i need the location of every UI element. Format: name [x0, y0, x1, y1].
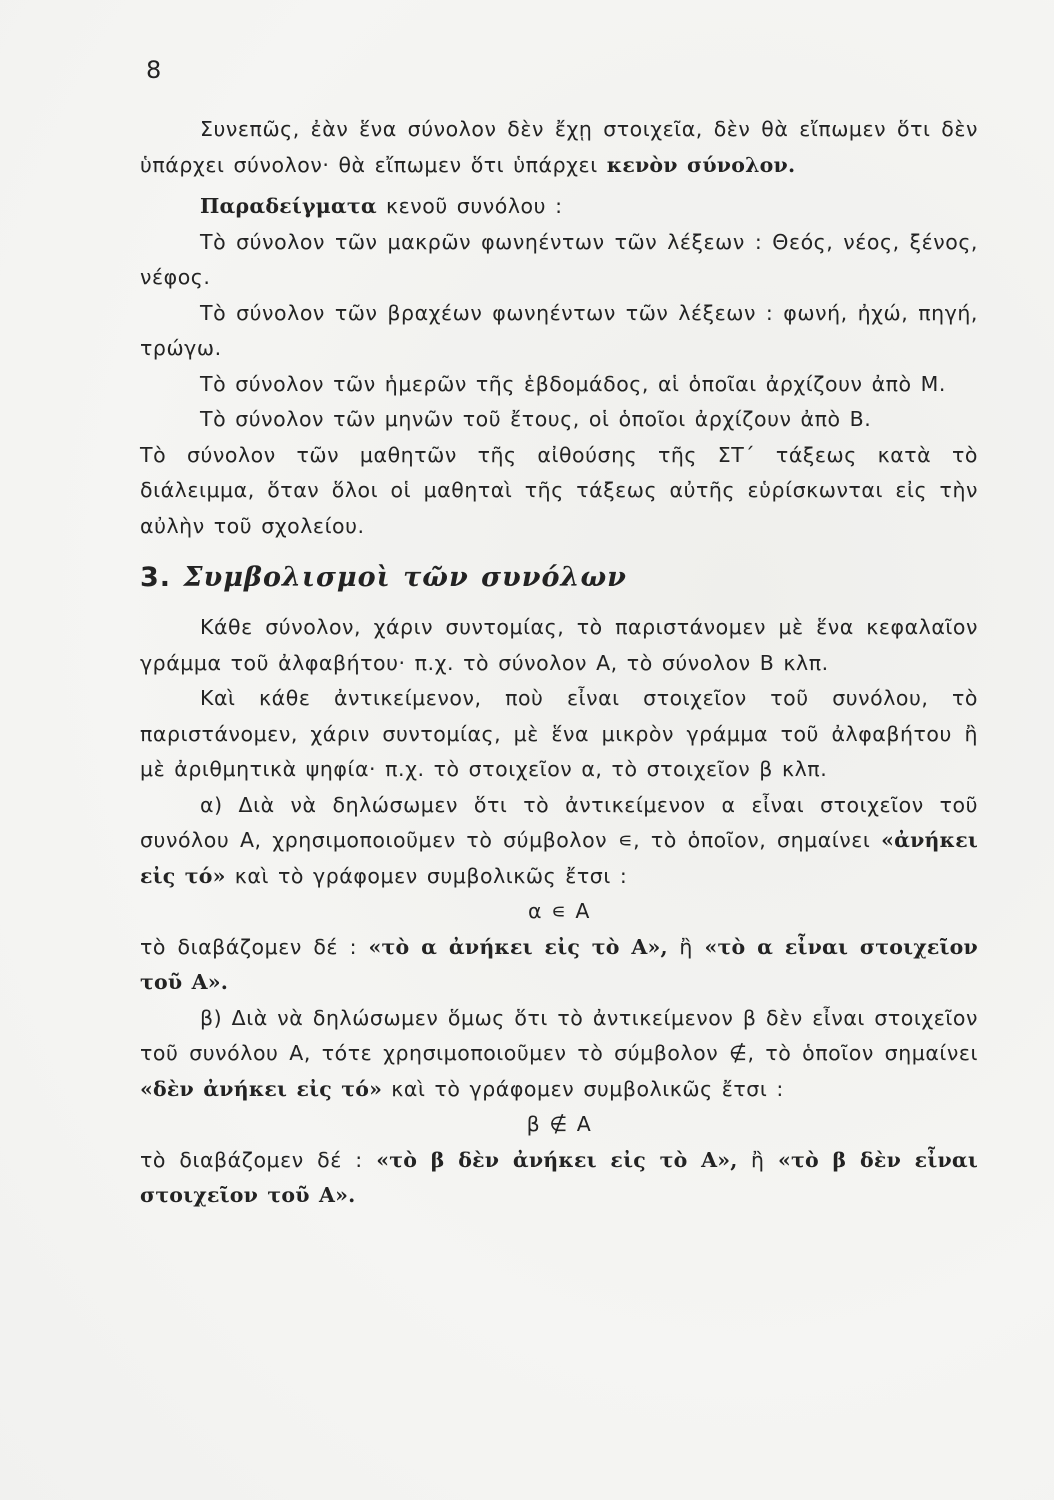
part-a-paragraph — [140, 788, 978, 895]
part-b-text: β) Διὰ νὰ δηλώσωμεν ὅμως ὅτι τὸ ἀντικείμενον β δὲν εἶναι στοιχεῖον τοῦ συνόλου Α, τότε χρησιμοποιοῦμεν τὸ σύμβολον ∉, τὸ ὁποῖον σημαίνει — [140, 1005, 978, 1065]
part-b-read-bold2: «τὸ β δὲν εἶναι στοιχεῖον τοῦ Α». — [140, 1147, 978, 1207]
part-a-bold: «ἀνήκει εἰς τό» — [140, 828, 978, 888]
part-b-paragraph — [140, 1001, 978, 1108]
part-a-text: α) Διὰ νὰ δηλώσωμεν ὅτι τὸ ἀντικείμενον α εἶναι στοιχεῖον τοῦ συνόλου Α, χρησιμοποιοῦμεν τὸ σύμβολον ∊, τὸ ὁποῖον, σημαίνει — [140, 792, 978, 852]
part-a-reading — [140, 930, 978, 1001]
example-item: Τὸ σύνολον τῶν μηνῶν τοῦ ἔτους, οἱ ὁποῖοι ἀρχίζουν ἀπὸ Β. — [200, 407, 872, 431]
page-number: 8 — [146, 56, 162, 84]
section-title: Συμβολισμοὶ τῶν συνόλων — [183, 562, 627, 593]
example-item: Τὸ σύνολον τῶν μακρῶν φωνηέντων τῶν λέξεων : Θεός, νέος, ξένος, νέφος. — [140, 229, 978, 289]
part-b-text-end: καὶ τὸ γράφομεν συμβολικῶς ἔτσι : — [382, 1076, 784, 1101]
example-item: Τὸ σύνολον τῶν μαθητῶν τῆς αἰθούσης τῆς ΣΤ΄ τάξεως κατὰ τὸ διάλειμμα, ὅταν ὅλοι οἱ μαθηταὶ τῆς τάξεως αὐτῆς εὑρίσκωνται εἰς τὴν αὐλὴν τοῦ σχολείου. — [140, 442, 978, 538]
section-number: 3. — [140, 562, 172, 593]
formula-element-of: α ∊ Α — [527, 899, 591, 923]
part-a-text-end: καὶ τὸ γράφομεν συμβολικῶς ἔτσι : — [225, 863, 628, 888]
part-a-read-mid: ἢ — [667, 934, 705, 959]
part-b-read-prefix: τὸ διαβάζομεν δέ : — [140, 1147, 377, 1172]
formula-not-element-of: β ∉ Α — [526, 1112, 592, 1136]
examples-label: Παραδείγματα — [200, 194, 377, 218]
part-b-reading — [140, 1143, 978, 1214]
section-heading — [140, 560, 978, 596]
part-b-read-mid: ἢ — [737, 1147, 778, 1172]
paragraph-uppercase-symbols: Κάθε σύνολον, χάριν συντομίας, τὸ παριστάνομεν μὲ ἕνα κεφαλαῖον γράμμα τοῦ ἀλφαβήτου· π.χ. τὸ σύνολον Α, τὸ σύνολον Β κλπ. — [140, 615, 978, 675]
part-a-read-bold2: «τὸ α εἶναι στοιχεῖον τοῦ Α». — [140, 934, 978, 994]
examples-heading — [140, 189, 978, 225]
examples-heading-rest: κενοῦ συνόλου : — [376, 194, 563, 218]
intro-text: Συνεπῶς, ἐὰν ἕνα σύνολον δὲν ἔχῃ στοιχεῖα, δὲν θὰ εἴπωμεν ὅτι δὲν ὑπάρχει σύνολον· θὰ εἴπωμεν ὅτι ὑπάρχει — [140, 117, 978, 177]
part-a-read-bold1: «τὸ α ἀνήκει εἰς τὸ Α», — [368, 934, 668, 959]
part-b-read-bold1: «τὸ β δὲν ἀνήκει εἰς τὸ Α», — [376, 1147, 738, 1172]
example-item: Τὸ σύνολον τῶν ἡμερῶν τῆς ἑβδομάδος, αἱ ὁποῖαι ἀρχίζουν ἀπὸ Μ. — [200, 371, 946, 396]
part-a-read-prefix: τὸ διαβάζομεν δέ : — [140, 934, 369, 959]
paragraph-lowercase-symbols: Καὶ κάθε ἀντικείμενον, ποὺ εἶναι στοιχεῖον τοῦ συνόλου, τὸ παριστάνομεν, χάριν συντομίας, μὲ ἕνα μικρὸν γράμμα τοῦ ἀλφαβήτου ἢ μὲ ἀριθμητικὰ ψηφία· π.χ. τὸ στοιχεῖον α, τὸ στοιχεῖον β κλπ. — [140, 686, 978, 781]
intro-bold-term: κενὸν σύνολον. — [606, 152, 796, 177]
example-item: Τὸ σύνολον τῶν βραχέων φωνηέντων τῶν λέξεων : φωνή, ἠχώ, πηγή, τρώγω. — [140, 300, 978, 360]
intro-paragraph — [140, 112, 978, 183]
page-body — [140, 112, 978, 1214]
part-b-bold: «δὲν ἀνήκει εἰς τό» — [140, 1076, 383, 1101]
